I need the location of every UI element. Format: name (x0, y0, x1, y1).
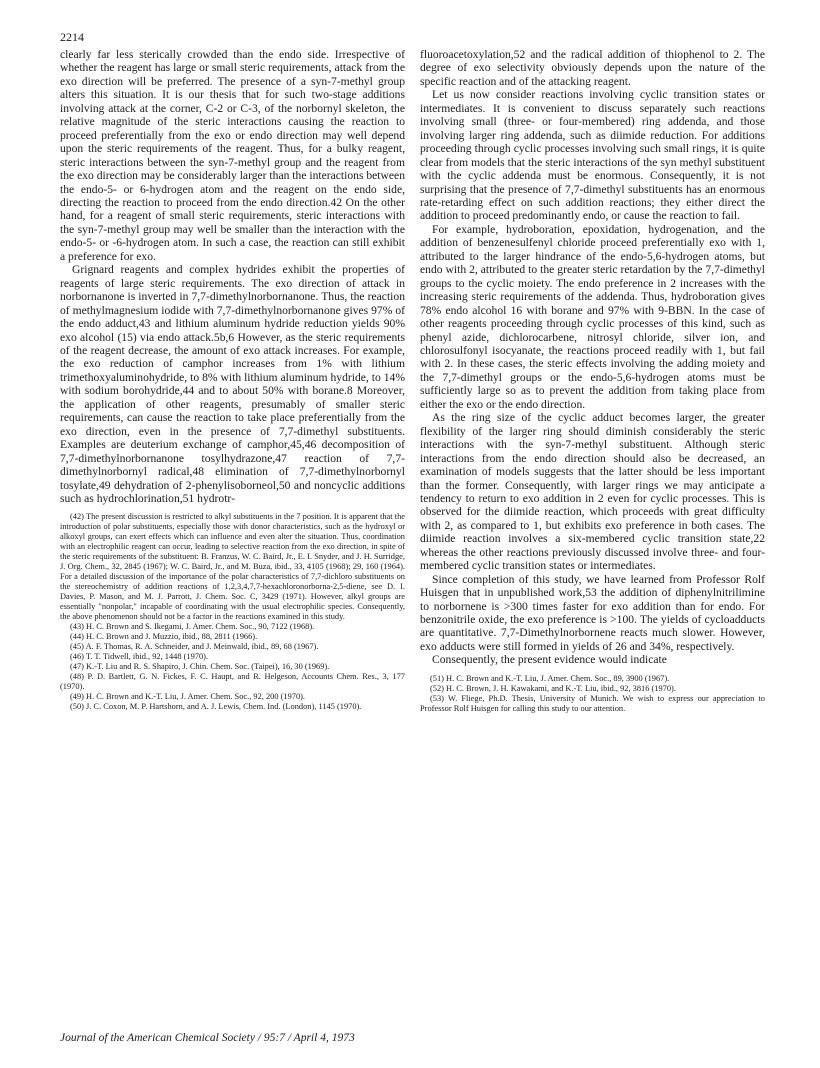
paragraph: Consequently, the present evidence would indicate (432, 653, 667, 667)
footnote: (43) H. C. Brown and S. Ikegami, J. Amer. Chem. Soc., 90, 7122 (1968). (70, 622, 315, 632)
footnote: (46) T. T. Tidwell, ibid., 92, 1448 (1970). (70, 652, 209, 662)
footnote: (47) K.-T. Liu and R. S. Shapiro, J. Chin. Chem. Soc. (Taipei), 16, 30 (1969). (70, 662, 330, 672)
footnote: (42) The present discussion is restricted to alkyl substituents in the 7 position. It is apparent that the introduction of polar substituents, especially those with donor characteristics, such as the hydroxyl or alkoxyl groups, can exert effects which can influence and even alter the situation. Thus, coordination with an electrophilic reagent can occur, leading to selective reaction from the exo direction, in spite of the steric requirements of the substituent: B. Franzus, W. C. Baird, Jr., E. I. Snyder, and J. H. Surridge, J. Org. Chem., 32, 2845 (1967); W. C. Baird, Jr., and M. Buza, ibid., 33, 4105 (1968); 29, 160 (1964). For a detailed discussion of the importance of the polar characteristics of 7,7-dichloro substituents on the stereochemistry of addition reactions of 1,2,3,4,7,7-hexachloronorborna-2,5-diene, see D. I. Davies, P. Mason, and M. J. Parrott, J. Chem. Soc. C, 3429 (1971). However, alkyl groups are essentially "nonpolar," incapable of coordinating with the usual electrophilic species. Consequently, the above phenomenon should not be a factor in the reactions examined in this study. (60, 512, 405, 622)
page-number: 2214 (60, 30, 84, 44)
right-body-text (420, 48, 765, 667)
paragraph: clearly far less sterically crowded than the endo side. Irrespective of whether the reagent has large or small steric requirements, attack from the exo direction will be preferred. The presence of a syn-7-methyl group alters this situation. It is our thesis that for such two-stage additions involving attack at the corner, C-2 or C-3, of the norbornyl skeleton, the relative magnitude of the steric interactions causing the reaction to proceed preferentially from the exo or endo direction may well depend upon the steric requirements of the reagent. Thus, for a bulky reagent, steric interactions between the syn-7-methyl group and the reagent from the exo direction may be considerably larger than the interactions between the endo-5- or 6-hydrogen atom and the reagent on the endo side, directing the reaction to proceed from the endo direction.42 On the other hand, for a reagent of small steric requirements, steric interactions with the syn-7-methyl group may well be smaller than the interaction with the endo-5- or -6-hydrogen atom. In such a case, the reaction can still exhibit a preference for exo. (60, 48, 405, 263)
right-footnotes (420, 674, 765, 714)
right-column (420, 48, 765, 714)
paragraph: For example, hydroboration, epoxidation, hydrogenation, and the addition of benzenesulfenyl chloride proceed preferentially exo with 1, attributed to the larger hindrance of the endo-5,6-hydrogen atoms, but endo with 2, attributed to the greater steric retardation by the 7,7-dimethyl groups to the cyclic moiety. The endo preference in 2 increases with the increasing steric requirements of the addenda. Thus, hydroboration gives 78% endo alcohol 16 with borane and 97% with 9-BBN. In the case of other reagents proceeding through cyclic processes of this kind, such as phenyl azide, dichlorocarbene, nitrosyl chloride, silver ion, and chlorosulfonyl isocyanate, the reactions proceed readily with 1, but fail with 2. In these cases, the steric effects involving the adding moiety and the 7,7-dimethyl groups or the endo-5,6-hydrogen atoms must be sufficiently large so as to prevent the addition from taking place from either the exo or the endo direction. (420, 222, 765, 411)
paragraph: Grignard reagents and complex hydrides exhibit the properties of reagents of large steric requirements. The exo direction of attack in norbornanone is inverted in 7,7-dimethylnorbornanone. Thus, the reaction of methylmagnesium iodide with 7,7-dimethylnorbornanone gives 97% of the endo adduct,43 and lithium aluminum hydride reduction yields 90% exo alcohol (15) via endo attack.5b,6 However, as the steric requirements of the reagent decrease, the amount of exo attack increases. For example, the exo reduction of camphor increases from 1% with lithium trimethoxyaluminohydride, to 8% with lithium aluminum hydride, to 14% with sodium borohydride,44 and to about 50% with borane.8 Moreover, the application of other reagents, presumably of smaller steric requirements, can cause the reaction to take place preferentially from the exo direction, even in the presence of 7,7-dimethyl substituents. Examples are deuterium exchange of camphor,45,46 decomposition of 7,7-dimethylnorbornanone tosylhydrazone,47 reaction of 7,7-dimethylnorbornyl radical,48 elimination of 7,7-dimethylnorbornyl tosylate,49 dehydration of 2-phenylisoborneol,50 and noncyclic additions such as hydrochlorination,51 hydrotr- (60, 263, 405, 505)
footnote: (51) H. C. Brown and K.-T. Liu, J. Amer. Chem. Soc., 89, 3900 (1967). (430, 673, 670, 683)
paragraph: Since completion of this study, we have learned from Professor Rolf Huisgen that in unpublished work,53 the addition of diphenylnitrilimine to norbornene is >300 times faster for exo addition than for endo. For benzonitrile oxide, the exo preference is >100. The yields of cycloadducts are quantitative. 7,7-Dimethylnorbornene reacts much slower. However, exo adducts were still formed in yields of 26 and 34%, respectively. (420, 572, 765, 653)
footnote: (48) P. D. Bartlett, G. N. Fickes, F. C. Haupt, and R. Helgeson, Accounts Chem. Res., 3, 177 (1970). (60, 672, 405, 692)
footnote: (49) H. C. Brown and K.-T. Liu, J. Amer. Chem. Soc., 92, 200 (1970). (70, 692, 306, 702)
footnote: (45) A. F. Thomas, R. A. Schneider, and J. Meinwald, ibid., 89, 68 (1967). (70, 642, 319, 652)
footnote: (53) W. Fliege, Ph.D. Thesis, University of Munich. We wish to express our appreciation to Professor Rolf Huisgen for calling this study to our attention. (420, 693, 765, 713)
left-body-text (60, 48, 405, 505)
left-footnotes (60, 512, 405, 712)
paragraph: Let us now consider reactions involving cyclic transition states or intermediates. It is convenient to discuss separately such reactions involving small (three- or four-membered) ring addenda, and those involving larger ring addenda, such as diimide reduction. For additions proceeding through cyclic processes involving such small rings, it is quite clear from models that the steric interactions of the syn methyl substituent with the cyclic addenda must be enormous. Consequently, it is not surprising that the presence of 7,7-dimethyl substituents has an enormous rate-retarding effect on such addition reactions; they either direct the addition to proceed predominantly endo, or cause the reaction to fail. (420, 88, 765, 223)
paragraph: As the ring size of the cyclic adduct becomes larger, the greater flexibility of the larger ring should diminish considerably the steric interactions with the syn-7-methyl substituent. Although steric interactions from the endo direction should also be decreased, an examination of models suggests that the latter should be less important than the former. Consequently, with larger rings we may anticipate a tendency to return to exo addition in 2 even for cyclic processes. This is observed for the diimide reaction, which proceeds with great difficulty with 2, as compared to 1, but exhibits exo preference in both cases. The diimide reaction involves a six-membered cyclic transition state,22 whereas the other reactions previously discussed involve three- and four-membered cyclic transition states or intermediates. (420, 411, 765, 573)
footnote: (52) H. C. Brown, J. H. Kawakami, and K.-T. Liu, ibid., 92, 3816 (1970). (430, 683, 676, 693)
journal-footer: Journal of the American Chemical Society / 95:7 / April 4, 1973 (60, 1032, 355, 1044)
left-column (60, 48, 405, 712)
paragraph: fluoroacetoxylation,52 and the radical addition of thiophenol to 2. The degree of exo selectivity obviously depends upon the nature of the specific reaction and of the attacking reagent. (420, 48, 765, 88)
footnote: (50) J. C. Coxon, M. P. Hartshorn, and A. J. Lewis, Chem. Ind. (London), 1145 (1970). (70, 702, 362, 712)
footnote: (44) H. C. Brown and J. Muzzio, ibid., 88, 2811 (1966). (70, 632, 258, 642)
